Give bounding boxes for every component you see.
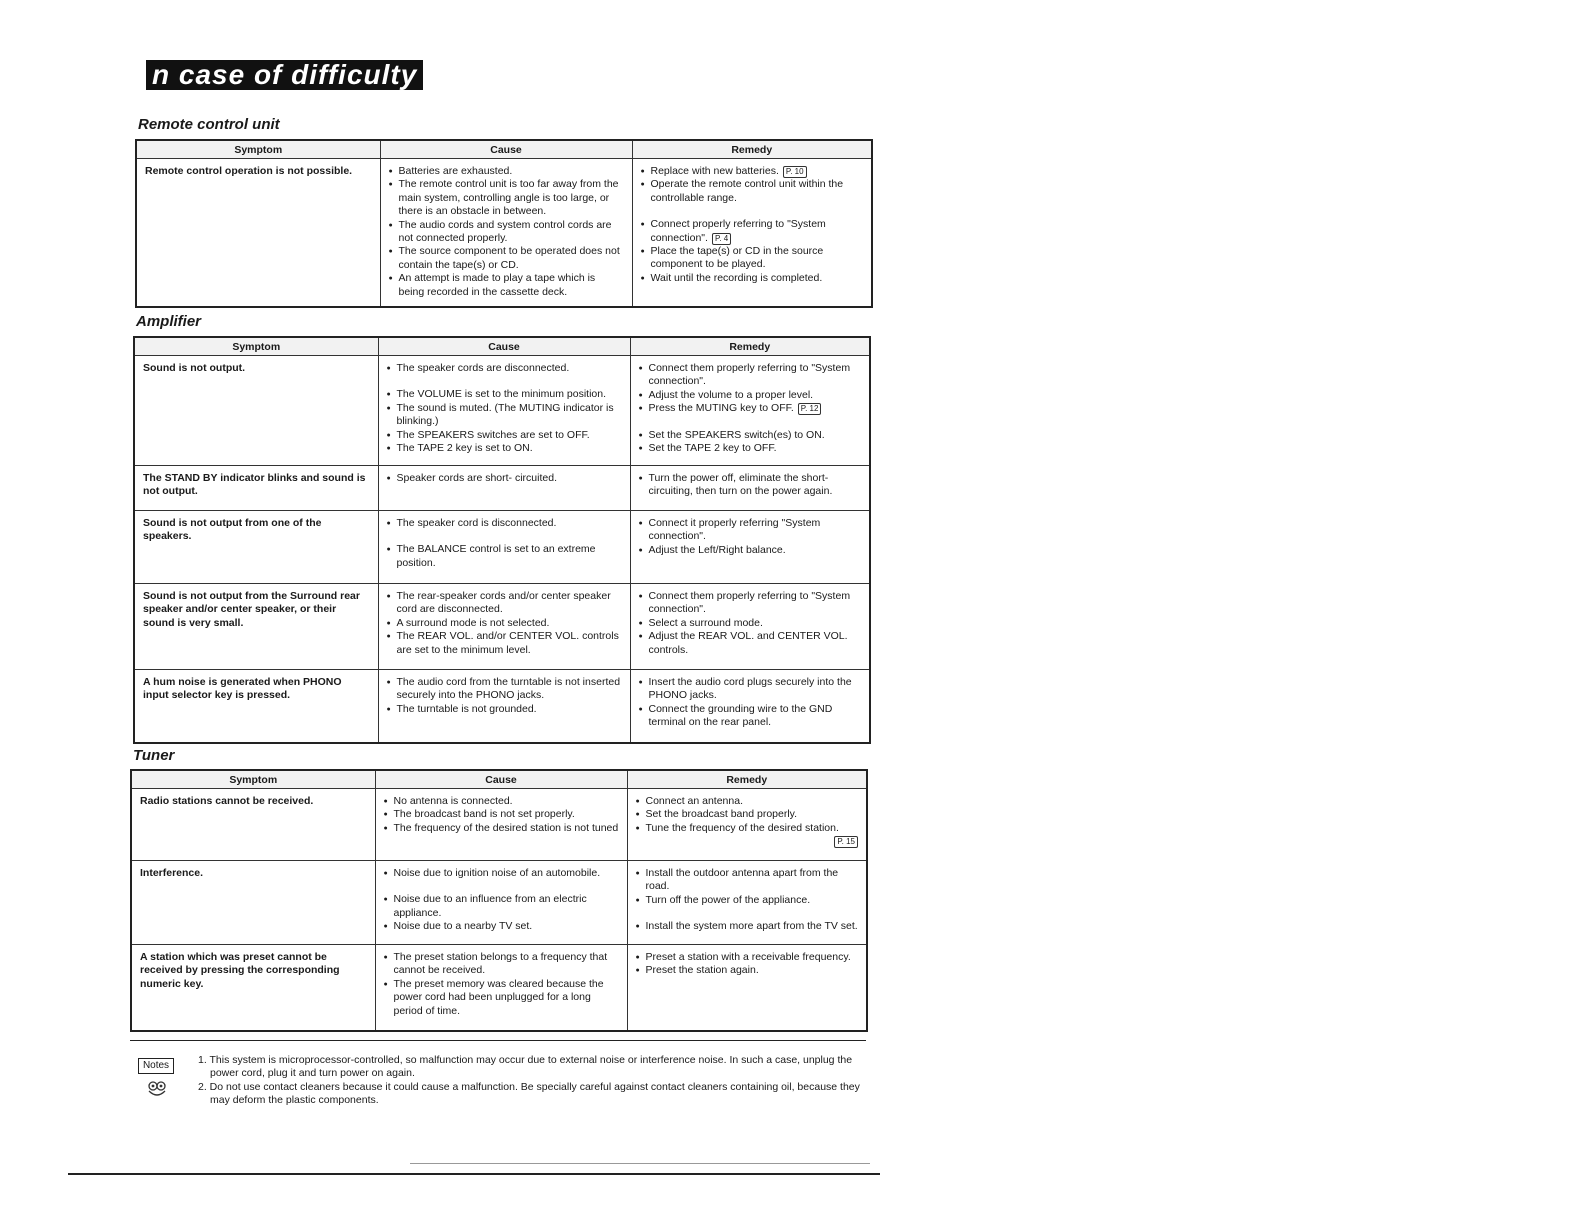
list-item: ● Set the TAPE 2 key to OFF. (639, 442, 862, 455)
list-item: ● The audio cord from the turntable is not inserted securely into the PHONO jacks. (387, 676, 622, 703)
list-item: ● Connect an antenna. (636, 795, 859, 808)
remedy-cell (630, 511, 870, 584)
list-item: ● Replace with new batteries. P. 10 (641, 165, 864, 178)
list-item: ● The source component to be operated does not contain the tape(s) or CD. (389, 245, 624, 272)
notes-owl-icon (146, 1078, 168, 1098)
list-item: ● Tune the frequency of the desired station. (636, 822, 859, 835)
list-item: ● Adjust the Left/Right balance. (639, 544, 862, 557)
list-item: ● Connect it properly referring "System connection". (639, 517, 862, 544)
list-item: ● Place the tape(s) or CD in the source component to be played. (641, 245, 864, 272)
list-item: ● Insert the audio cord plugs securely into the PHONO jacks. (639, 676, 862, 703)
list-item: ● A surround mode is not selected. (387, 617, 622, 630)
section-heading-amplifier: Amplifier (136, 313, 202, 330)
section-heading-remote: Remote control unit (138, 116, 280, 133)
list-item: ● Adjust the volume to a proper level. (639, 389, 862, 402)
list-item: ● The audio cords and system control cords are not connected properly. (389, 219, 624, 246)
table-row (134, 466, 870, 511)
remedy-cell (630, 356, 870, 466)
list-item: ● Adjust the REAR VOL. and CENTER VOL. controls. (639, 630, 862, 657)
cause-cell (378, 466, 630, 511)
cause-cell (380, 159, 632, 307)
remedy-cell (630, 670, 870, 743)
symptom-cell: Sound is not output. (134, 356, 378, 466)
list-item: ● Connect the grounding wire to the GND terminal on the rear panel. (639, 703, 862, 730)
cause-cell (375, 945, 627, 1031)
header-remedy: Remedy (630, 337, 870, 356)
list-item: ● Turn off the power of the appliance. (636, 894, 859, 907)
list-item: ● An attempt is made to play a tape which is being recorded in the cassette deck. (389, 272, 624, 299)
list-item: ● The frequency of the desired station is not tuned (384, 822, 619, 835)
symptom-cell: A hum noise is generated when PHONO input selector key is pressed. (134, 670, 378, 743)
list-item: ● Operate the remote control unit within the controllable range. (641, 178, 864, 205)
list-item: ● Connect properly referring to "System connection". P. 4 (641, 218, 864, 245)
list-item: ● The rear-speaker cords and/or center speaker cord are disconnected. (387, 590, 622, 617)
list-item: ● The VOLUME is set to the minimum position. (387, 388, 622, 401)
header-symptom: Symptom (134, 337, 378, 356)
footer-rule-thin (410, 1163, 870, 1164)
cause-cell (378, 356, 630, 466)
list-item: ● The preset memory was cleared because the power cord had been unplugged for a long period of time. (384, 978, 619, 1018)
list-item: ● Speaker cords are short- circuited. (387, 472, 622, 485)
list-item: ● Noise due to a nearby TV set. (384, 920, 619, 933)
list-item: ● Set the broadcast band properly. (636, 808, 859, 821)
list-item: ● The TAPE 2 key is set to ON. (387, 442, 622, 455)
list-item: ● Noise due to ignition noise of an automobile. (384, 867, 619, 880)
section-heading-tuner: Tuner (133, 747, 175, 764)
symptom-cell: The STAND BY indicator blinks and sound is not output. (134, 466, 378, 511)
header-symptom: Symptom (131, 770, 375, 789)
list-item: ● Preset the station again. (636, 964, 859, 977)
list-item: ● The remote control unit is too far away from the main system, controlling angle is too large, or there is an obstacle in between. (389, 178, 624, 218)
list-item: ● Preset a station with a receivable frequency. (636, 951, 859, 964)
list-item: ● Press the MUTING key to OFF. P. 12 (639, 402, 862, 415)
footer-rule (68, 1173, 880, 1175)
list-item: ● The sound is muted. (The MUTING indicator is blinking.) (387, 402, 622, 429)
table-row (131, 861, 867, 945)
list-item: ● Connect them properly referring to "System connection". (639, 362, 862, 389)
tuner-table (130, 769, 868, 1032)
note-item: 1. This system is microprocessor-controlled, so malfunction may occur due to external noise or interference noise. In such a case, unplug the power cord, plug it and turn power on again. (198, 1054, 853, 1080)
table-row (136, 159, 872, 307)
list-item: ● Select a surround mode. (639, 617, 862, 630)
remedy-cell (627, 945, 867, 1031)
cause-cell (375, 789, 627, 861)
list-item: ● The REAR VOL. and/or CENTER VOL. controls are set to the minimum level. (387, 630, 622, 657)
list-item: ● Noise due to an influence from an electric appliance. (384, 893, 619, 920)
table-row (131, 789, 867, 861)
notes-label: Notes (138, 1058, 174, 1074)
header-remedy: Remedy (632, 140, 872, 159)
notes-section (138, 1054, 868, 1108)
page-ref-icon: P. 10 (783, 166, 807, 178)
divider (130, 1040, 866, 1041)
symptom-cell: Interference. (131, 861, 375, 945)
list-item: ● Wait until the recording is completed. (641, 272, 864, 285)
list-item: ● Install the outdoor antenna apart from the road. (636, 867, 859, 894)
list-item: ● Turn the power off, eliminate the short-circuiting, then turn on the power again. (639, 472, 862, 499)
table-row (134, 356, 870, 466)
symptom-cell: Remote control operation is not possible. (136, 159, 380, 307)
page-title: n case of difficulty (146, 60, 423, 90)
list-item: ● Batteries are exhausted. (389, 165, 624, 178)
cause-cell (378, 670, 630, 743)
remedy-cell (627, 861, 867, 945)
symptom-cell: A station which was preset cannot be received by pressing the corresponding numeric key. (131, 945, 375, 1031)
remedy-cell (630, 584, 870, 670)
note-item: 2. Do not use contact cleaners because it could cause a malfunction. Be specially careful against contact cleaners containing oil, because they may deform the plastic components. (198, 1080, 860, 1107)
table-row (134, 511, 870, 584)
table-row (134, 670, 870, 743)
list-item: ● Install the system more apart from the TV set. (636, 920, 859, 933)
page-ref-icon: P. 15 (834, 836, 858, 848)
symptom-cell: Sound is not output from the Surround rear speaker and/or center speaker, or their sound is very small. (134, 584, 378, 670)
list-item: ● Connect them properly referring to "System connection". (639, 590, 862, 617)
remedy-cell (632, 159, 872, 307)
table-row (131, 945, 867, 1031)
list-item: ● The broadcast band is not set properly. (384, 808, 619, 821)
remedy-cell (627, 789, 867, 861)
header-cause: Cause (378, 337, 630, 356)
remedy-cell (630, 466, 870, 511)
symptom-cell: Sound is not output from one of the speakers. (134, 511, 378, 584)
list-item: ● The speaker cord is disconnected. (387, 517, 622, 530)
header-remedy: Remedy (627, 770, 867, 789)
page-ref-icon: P. 4 (712, 233, 731, 245)
header-cause: Cause (375, 770, 627, 789)
symptom-cell: Radio stations cannot be received. (131, 789, 375, 861)
header-cause: Cause (380, 140, 632, 159)
list-item: ● No antenna is connected. (384, 795, 619, 808)
list-item: ● The SPEAKERS switches are set to OFF. (387, 429, 622, 442)
cause-cell (378, 511, 630, 584)
list-item: ● The speaker cords are disconnected. (387, 362, 622, 375)
list-item: ● The BALANCE control is set to an extreme position. (387, 543, 622, 570)
cause-cell (378, 584, 630, 670)
table-row (134, 584, 870, 670)
list-item: ● The preset station belongs to a frequency that cannot be received. (384, 951, 619, 978)
remote-table (135, 139, 873, 308)
page-ref-icon: P. 12 (798, 403, 822, 415)
cause-cell (375, 861, 627, 945)
header-symptom: Symptom (136, 140, 380, 159)
list-item: ● Set the SPEAKERS switch(es) to ON. (639, 429, 862, 442)
list-item: ● The turntable is not grounded. (387, 703, 622, 716)
amplifier-table (133, 336, 871, 744)
